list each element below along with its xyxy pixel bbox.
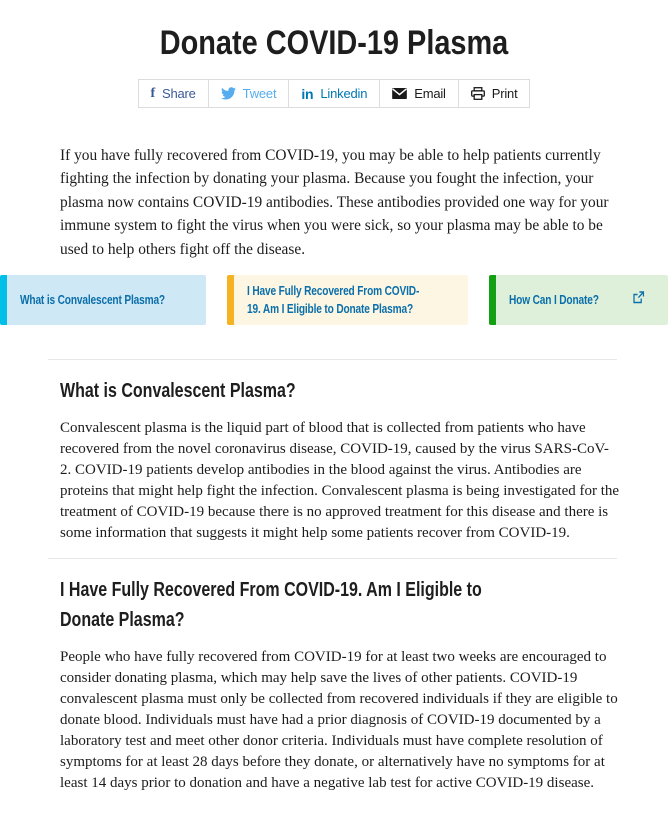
- section-body-am-i-eligible: People who have fully recovered from COVID-19 for at least two weeks are encouraged to consider donating plasma, which may help save the lives of other patients. COVID-19 convalescent plasma must only be collected from recovered individuals if they are eligible to donate blood. Individuals must have had a prior diagnosis of COVID-19 documented by a laboratory test and meet other donor criteria. Individuals must have complete resolution of symptoms for at least 28 days before they donate, or alternatively have no symptoms for at least 14 days prior to donation and have a negative lab test for active COVID-19 disease.: [60, 649, 618, 792]
- heading-line: What is Convalescent Plasma?: [60, 380, 296, 403]
- section-heading-what-is-convalescent-plasma: [60, 376, 668, 406]
- twitter-icon: [221, 87, 236, 100]
- share-email-button[interactable]: [379, 80, 458, 107]
- quicklink-am-i-eligible-to-donate[interactable]: [227, 275, 468, 325]
- page-title: Donate COVID-19 Plasma: [159, 24, 509, 62]
- linkedin-icon: in: [301, 85, 314, 102]
- facebook-icon: f: [150, 85, 155, 101]
- section-body-what-is-convalescent-plasma: Convalescent plasma is the liquid part of blood that is collected from patients who have recovered from the novel coronavirus disease, COVID-19, caused by the virus SARS-CoV-2. COVID-19 patients develop antibodies in the blood against the virus. Antibodies are proteins that might help fight the infection. Convalescent plasma is being investigated for the treatment of COVID-19 because there is no approved treatment for this disease and there is some information that suggests it might help some patients recover from COVID-19.: [60, 420, 620, 542]
- quicklink-label: I Have Fully Recovered From COVID-: [246, 282, 420, 298]
- share-linkedin-button[interactable]: [288, 80, 379, 107]
- intro-paragraph: If you have fully recovered from COVID-19, you may be able to help patients currently fighting the infection by donating your plasma. Because you fought the infection, your plasma now contains COVID-19 antibodies. These antibodies provided one way for your immune system to fight the virus when you were sick, so your plasma may be able to be used to help others fight off the disease.: [60, 147, 609, 258]
- share-bar: [0, 79, 668, 108]
- share-print-button[interactable]: [458, 80, 530, 107]
- share-tweet-button[interactable]: [208, 80, 289, 107]
- quick-links-row: [0, 275, 668, 325]
- heading-line: Donate Plasma?: [60, 609, 185, 632]
- email-icon: [392, 88, 407, 99]
- external-link-icon: [632, 291, 644, 309]
- quicklink-label: What is Convalescent Plasma?: [20, 291, 165, 307]
- share-facebook-label: Share: [161, 86, 196, 101]
- quicklink-label: How Can I Donate?: [508, 291, 599, 307]
- share-button-group: [138, 79, 531, 108]
- heading-line: I Have Fully Recovered From COVID-19. Am I Eligible to: [60, 579, 482, 602]
- quicklink-label: 19. Am I Eligible to Donate Plasma?: [246, 301, 413, 317]
- share-facebook-button[interactable]: [139, 80, 208, 107]
- section-divider: [48, 558, 617, 559]
- quicklink-what-is-convalescent-plasma[interactable]: [0, 275, 206, 325]
- share-linkedin-label: Linkedin: [320, 86, 368, 101]
- share-print-label: Print: [491, 86, 518, 101]
- print-icon: [471, 87, 485, 100]
- share-email-label: Email: [414, 86, 446, 101]
- quicklink-how-can-i-donate[interactable]: [489, 275, 668, 325]
- section-heading-am-i-eligible: [60, 575, 668, 635]
- share-tweet-label: Tweet: [242, 86, 277, 101]
- section-divider: [48, 359, 617, 360]
